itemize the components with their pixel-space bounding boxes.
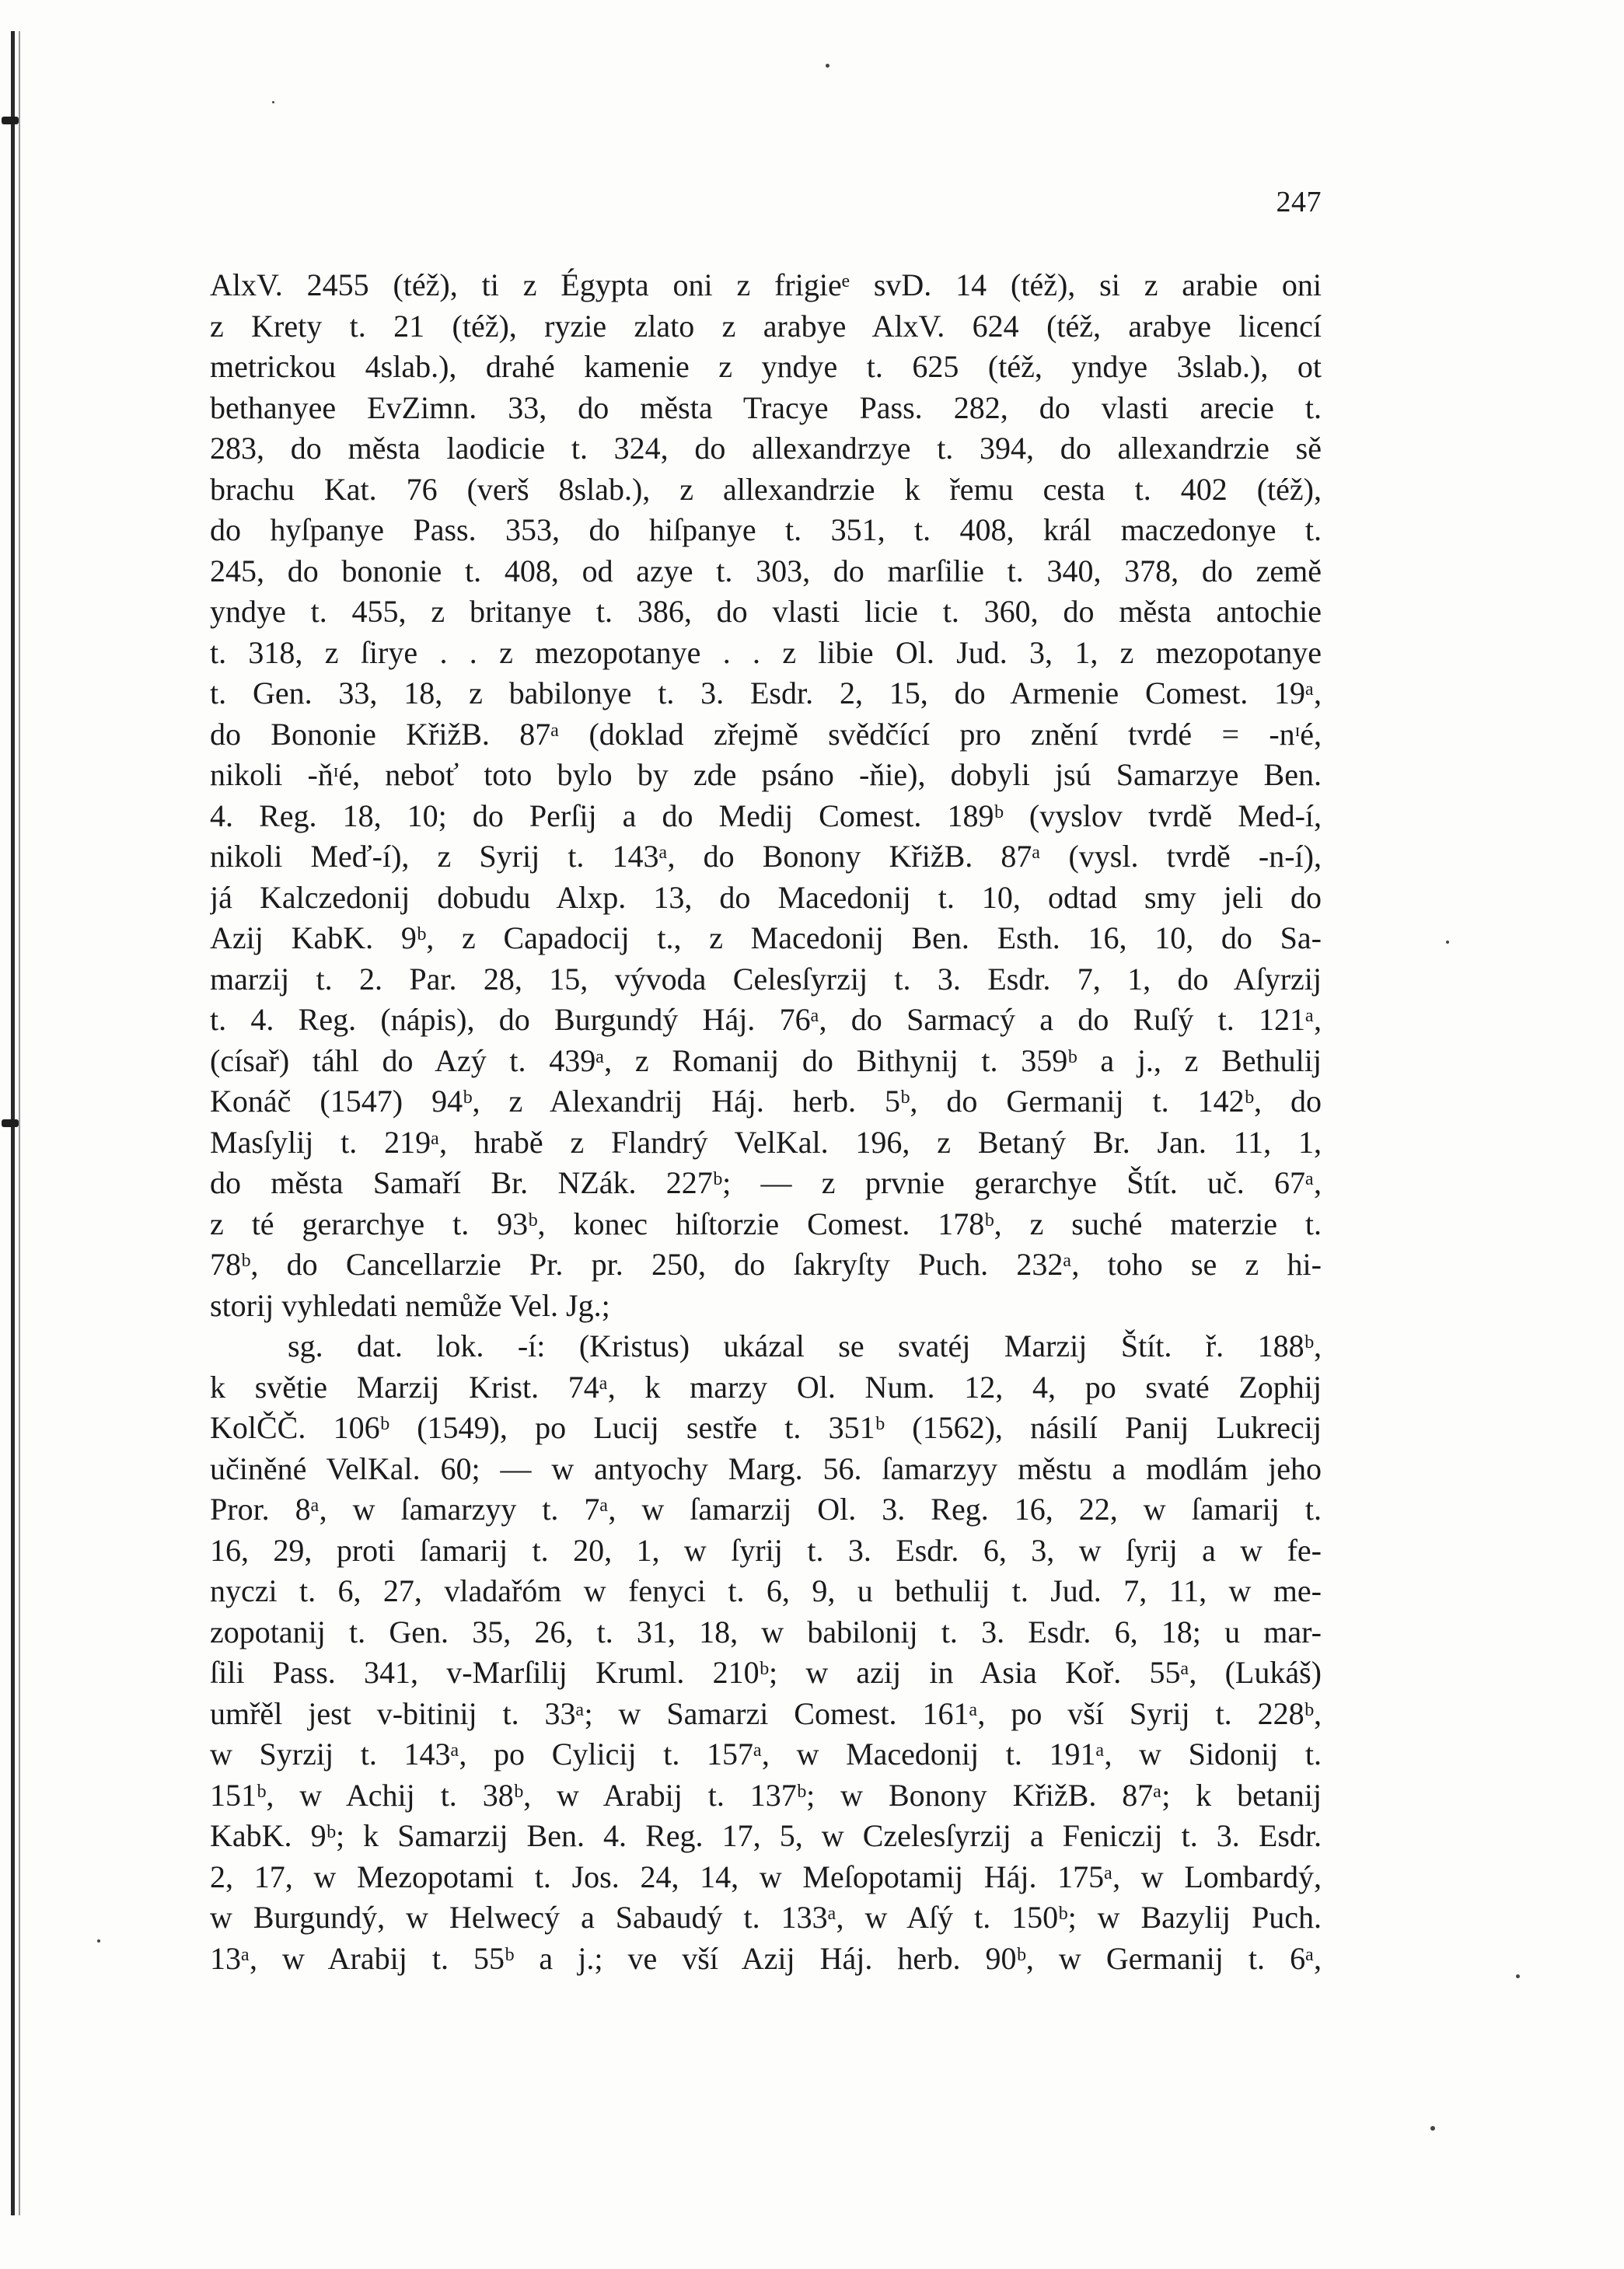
text-line: do města Samaří Br. NZák. 227ᵇ; — z prvnie gerarchye Štít. uč. 67ᵃ, (210, 1165, 1322, 1200)
scan-speck (826, 64, 829, 68)
edge-mark (2, 117, 19, 124)
text-line: Konáč (1547) 94ᵇ, z Alexandrij Háj. herb. 5ᵇ, do Germanij t. 142ᵇ, do (210, 1084, 1322, 1119)
text-line: z té gerarchye t. 93ᵇ, konec hiſtorzie Comest. 178ᵇ, z suché materzie t. (210, 1206, 1322, 1241)
text-line: w Burgundý, w Helwecý a Sabaudý t. 133ᵃ, w Aſý t. 150ᵇ; w Bazylij Puch. (210, 1900, 1322, 1935)
text-line: ſili Pass. 341, v-Marſilij Kruml. 210ᵇ; w azij in Asia Koř. 55ᵃ, (Lukáš) (210, 1655, 1322, 1690)
text-line: t. 318, z ſirye . . z mezopotanye . . z libie Ol. Jud. 3, 1, z mezopotanye (210, 634, 1322, 670)
text-line: nyczi t. 6, 27, vladařóm w fenyci t. 6, 9, u bethulij t. Jud. 7, 11, w me- (210, 1573, 1322, 1608)
text-line: AlxV. 2455 (též), ti z Égypta oni z frigieᵉ svD. 14 (též), si z arabie oni (210, 267, 1322, 302)
scan-speck (1430, 2126, 1435, 2131)
scan-speck (97, 1939, 100, 1943)
scan-speck (1516, 1974, 1520, 1978)
text-line: nikoli Meď-í), z Syrij t. 143ᵃ, do Bonony KřižB. 87ᵃ (vysl. tvrdě -n-í), (210, 839, 1322, 874)
text-line: zopotanij t. Gen. 35, 26, t. 31, 18, w babilonij t. 3. Esdr. 6, 18; u mar- (210, 1614, 1322, 1649)
text-line: já Kalczedonij dobudu Alxp. 13, do Macedonij t. 10, odtad smy jeli do (210, 879, 1322, 915)
text-line: 2, 17, w Mezopotami t. Jos. 24, 14, w Meſopotamij Háj. 175ᵃ, w Lombardý, (210, 1859, 1322, 1894)
page-number: 247 (1276, 186, 1322, 218)
text-line: učiněné VelKal. 60; — w antyochy Marg. 56. ſamarzyy městu a modlám jeho (210, 1450, 1322, 1486)
text-line: do hyſpanye Pass. 353, do hiſpanye t. 351, t. 408, král maczedonye t. (210, 512, 1322, 547)
text-line: KolČČ. 106ᵇ (1549), po Lucij sestře t. 351ᵇ (1562), násilí Panij Lukrecij (210, 1410, 1322, 1445)
text-line: Masſylij t. 219ᵃ, hrabě z Flandrý VelKal. 196, z Betaný Br. Jan. 11, 1, (210, 1124, 1322, 1160)
text-line: (císař) táhl do Azý t. 439ᵃ, z Romanij do Bithynij t. 359ᵇ a j., z Bethulij (210, 1042, 1322, 1078)
edge-mark (2, 1119, 19, 1127)
text-line: t. 4. Reg. (nápis), do Burgundý Háj. 76ᵃ, do Sarmacý a do Ruſý t. 121ᵃ, (210, 1002, 1322, 1037)
text-line: Pror. 8ᵃ, w ſamarzyy t. 7ᵃ, w ſamarzij Ol. 3. Reg. 16, 22, w ſamarij t. (210, 1492, 1322, 1527)
text-line: do Bononie KřižB. 87ᵃ (doklad zřejmě svědčící pro znění tvrdé = -nᶦé, (210, 716, 1322, 752)
scan-speck (1446, 941, 1449, 944)
text-line: brachu Kat. 76 (verš 8slab.), z allexandrzie k řemu cesta t. 402 (též), (210, 471, 1322, 507)
text-line: bethanyee EvZimn. 33, do města Tracye Pass. 282, do vlasti arecie t. (210, 389, 1322, 425)
text-line: marzij t. 2. Par. 28, 15, vývoda Celesſyrzij t. 3. Esdr. 7, 1, do Aſyrzij (210, 961, 1322, 997)
text-line: 13ᵃ, w Arabij t. 55ᵇ a j.; ve vší Azij Háj. herb. 90ᵇ, w Germanij t. 6ᵃ, (210, 1940, 1322, 1976)
text-line: 151ᵇ, w Achij t. 38ᵇ, w Arabij t. 137ᵇ; w Bonony KřižB. 87ᵃ; k betanij (210, 1777, 1322, 1813)
text-line: 4. Reg. 18, 10; do Perſij a do Medij Comest. 189ᵇ (vyslov tvrdě Med-í, (210, 798, 1322, 833)
text-line: sg. dat. lok. -í: (Kristus) ukázal se svatéj Marzij Štít. ř. 188ᵇ, (288, 1328, 1322, 1363)
text-line: 78ᵇ, do Cancellarzie Pr. pr. 250, do ſakryſty Puch. 232ᵃ, toho se z hi- (210, 1247, 1322, 1282)
text-line: metrickou 4slab.), drahé kamenie z yndye t. 625 (též, yndye 3slab.), ot (210, 349, 1322, 384)
text-line: 283, do města laodicie t. 324, do allexandrzye t. 394, do allexandrzie sě (210, 431, 1322, 466)
text-line: Azij KabK. 9ᵇ, z Capadocij t., z Macedonij Ben. Esth. 16, 10, do Sa- (210, 920, 1322, 955)
text-line: storij vyhledati nemůže Vel. Jg.; (210, 1287, 610, 1323)
text-line: 16, 29, proti ſamarij t. 20, 1, w ſyrij t. 3. Esdr. 6, 3, w ſyrij a w fe- (210, 1532, 1322, 1568)
text-line: 245, do bononie t. 408, od azye t. 303, do marſilie t. 340, 378, do země (210, 553, 1322, 588)
text-line: w Syrzij t. 143ᵃ, po Cylicij t. 157ᵃ, w Macedonij t. 191ᵃ, w Sidonij t. (210, 1737, 1322, 1772)
text-line: yndye t. 455, z britanye t. 386, do vlasti licie t. 360, do města antochie (210, 594, 1322, 629)
text-line: k světie Marzij Krist. 74ᵃ, k marzy Ol. Num. 12, 4, po svaté Zophij (210, 1369, 1322, 1405)
scan-speck (272, 101, 274, 103)
page-edge-shadow (19, 31, 20, 2215)
text-line: nikoli -ňᶦé, neboť toto bylo by zde psáno -ňie), dobyli jsú Samarzye Ben. (210, 757, 1322, 792)
text-line: z Krety t. 21 (též), ryzie zlato z arabye AlxV. 624 (též, arabye licencí (210, 308, 1322, 344)
body-text (210, 265, 1322, 2170)
text-line: KabK. 9ᵇ; k Samarzij Ben. 4. Reg. 17, 5, w Czelesſyrzij a Feniczij t. 3. Esdr. (210, 1818, 1322, 1853)
text-line: umřěl jest v-bitinij t. 33ᵃ; w Samarzi Comest. 161ᵃ, po vší Syrij t. 228ᵇ, (210, 1695, 1322, 1731)
text-line: t. Gen. 33, 18, z babilonye t. 3. Esdr. 2, 15, do Armenie Comest. 19ᵃ, (210, 675, 1322, 710)
